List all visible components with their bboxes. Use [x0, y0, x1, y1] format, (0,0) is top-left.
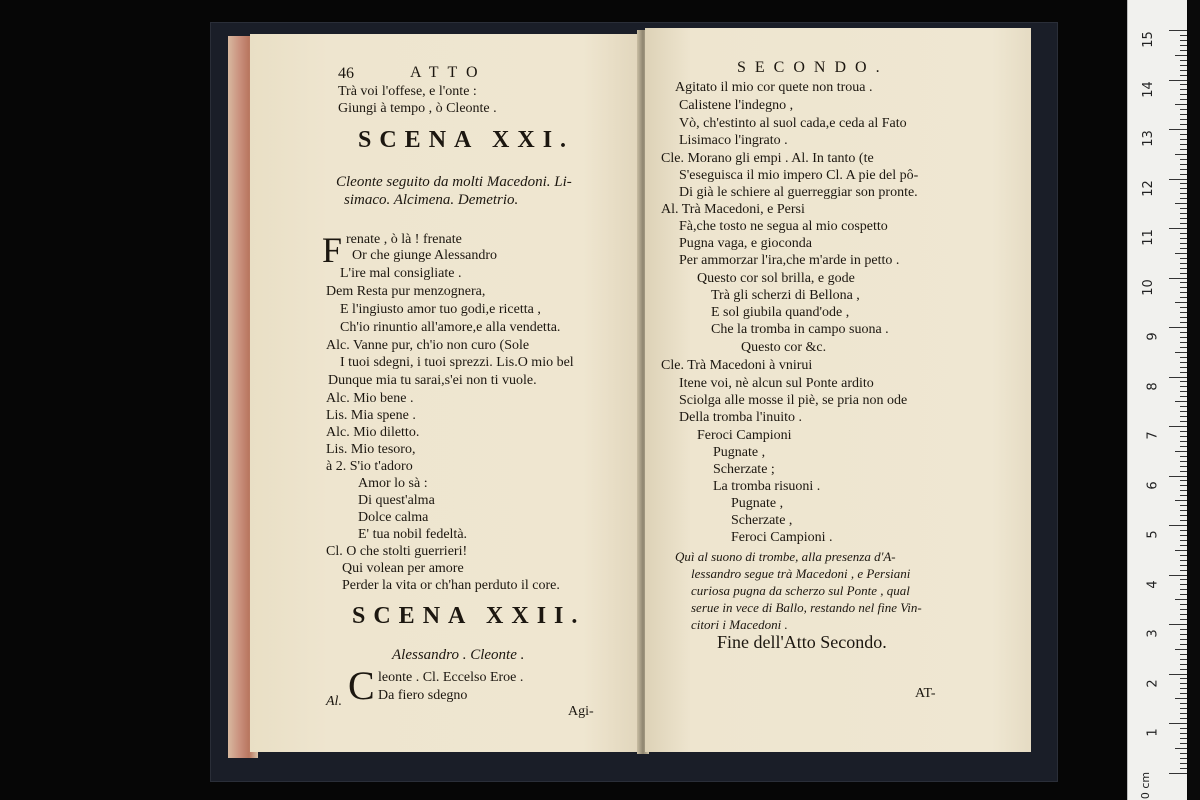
text-line: L'ire mal consigliate .: [340, 266, 462, 281]
ruler-tick: [1180, 614, 1187, 615]
ruler-tick: [1180, 144, 1187, 145]
act-end-title: Fine dell'Atto Secondo.: [717, 632, 887, 652]
ruler-tick: [1180, 515, 1187, 516]
ruler-tick: [1180, 109, 1187, 110]
text-line: Alc. Mio bene .: [326, 391, 414, 406]
ruler-tick: [1180, 758, 1187, 759]
ruler-tick: [1180, 273, 1187, 274]
ruler-tick: [1180, 193, 1187, 194]
text-line: Perder la vita or ch'han perduto il core.: [342, 578, 560, 593]
ruler-unit-label: 0 cm: [1138, 771, 1152, 800]
ruler-tick: [1180, 530, 1187, 531]
ruler-tick: [1180, 164, 1187, 165]
ruler-tick: [1180, 555, 1187, 556]
ruler-tick: [1180, 421, 1187, 422]
text-line: S'eseguisca il mio impero Cl. A pie del pô-: [679, 168, 919, 183]
ruler-tick: [1180, 233, 1187, 234]
ruler-tick: [1169, 30, 1187, 31]
text-line: Questo cor sol brilla, e gode: [697, 271, 855, 286]
ruler-tick: [1180, 461, 1187, 462]
text-line: Alc. Mio diletto.: [326, 425, 420, 440]
ruler-tick: [1180, 466, 1187, 467]
ruler-tick: [1169, 278, 1187, 279]
ruler-tick: [1180, 198, 1187, 199]
ruler-tick: [1180, 99, 1187, 100]
ruler-tick: [1180, 570, 1187, 571]
ruler-tick: [1180, 258, 1187, 259]
ruler-tick: [1180, 535, 1187, 536]
ruler-tick: [1180, 768, 1187, 769]
ruler-tick: [1180, 169, 1187, 170]
ruler-tick: [1180, 693, 1187, 694]
ruler-tick: [1180, 669, 1187, 670]
ruler-tick: [1180, 545, 1187, 546]
ruler-tick: [1180, 70, 1187, 71]
ruler-tick: [1180, 287, 1187, 288]
text-line: Pugnate ,: [713, 445, 766, 460]
ruler-tick: [1169, 80, 1187, 81]
ruler-tick: [1180, 386, 1187, 387]
text-line: Alc. Vanne pur, ch'io non curo (Sole: [326, 338, 530, 353]
ruler-tick: [1180, 560, 1187, 561]
ruler-tick: [1180, 609, 1187, 610]
ruler-number: 15: [1141, 31, 1157, 48]
ruler-tick: [1180, 396, 1187, 397]
text-line: Ch'io rinuntio all'amore,e alla vendetta.: [340, 320, 561, 335]
left-page: [250, 34, 642, 752]
ruler-tick: [1169, 129, 1187, 130]
ruler-tick: [1180, 411, 1187, 412]
text-line: Dem Resta pur menzognera,: [326, 284, 486, 299]
ruler-number: 7: [1145, 431, 1161, 440]
ruler-tick: [1180, 292, 1187, 293]
text-line: Feroci Campioni: [697, 428, 792, 443]
ruler-tick: [1180, 94, 1187, 95]
ruler-tick: [1180, 307, 1187, 308]
ruler-edge: [1188, 0, 1200, 800]
text-line: Cle. Trà Macedoni à vnirui: [661, 358, 813, 373]
ruler-tick: [1180, 218, 1187, 219]
text-line: Cle. Morano gli empi . Al. In tanto (te: [661, 151, 874, 166]
text-line: I tuoi sdegni, i tuoi sprezzi. Lis.O mio bel: [340, 355, 574, 370]
ruler-tick: [1175, 451, 1187, 452]
ruler-number: 14: [1141, 80, 1157, 98]
text-line: Dunque mia tu sarai,s'ei non ti vuole.: [328, 373, 537, 388]
ruler-number: 3: [1145, 629, 1161, 638]
ruler-tick: [1180, 639, 1187, 640]
ruler-number: 6: [1145, 480, 1161, 490]
text-line: La tromba risuoni .: [713, 479, 821, 494]
ruler-tick: [1180, 713, 1187, 714]
catchword: AT-: [915, 686, 936, 701]
ruler-tick: [1180, 238, 1187, 239]
ruler-tick: [1180, 372, 1187, 373]
ruler-tick: [1180, 678, 1187, 679]
measurement-ruler: [1127, 0, 1187, 800]
ruler-tick: [1180, 743, 1187, 744]
text-line: Al. Trà Macedoni, e Persi: [661, 202, 805, 217]
ruler-tick: [1175, 649, 1187, 650]
ruler-tick: [1180, 589, 1187, 590]
ruler-number: 12: [1141, 179, 1157, 197]
text-line: à 2. S'io t'adoro: [326, 459, 413, 474]
ruler-number: 2: [1145, 678, 1161, 688]
ruler-tick: [1169, 723, 1187, 724]
ruler-tick: [1169, 228, 1187, 229]
ruler-tick: [1180, 490, 1187, 491]
text-line: Itene voi, nè alcun sul Ponte ardito: [679, 376, 874, 391]
cast-line: simaco. Alcimena. Demetrio.: [344, 192, 519, 208]
ruler-tick: [1180, 634, 1187, 635]
ruler-tick: [1180, 362, 1187, 363]
text-line: Trà gli scherzi di Bellona ,: [711, 288, 860, 303]
text-line: Da fiero sdegno: [378, 688, 468, 703]
ruler-number: 8: [1145, 381, 1161, 391]
ruler-tick: [1180, 45, 1187, 46]
text-line: Amor lo sà :: [358, 476, 428, 491]
stage-direction-line: citori i Macedoni .: [691, 617, 788, 632]
ruler-tick: [1180, 159, 1187, 160]
ruler-tick: [1180, 718, 1187, 719]
ruler-tick: [1180, 263, 1187, 264]
text-line: Della tromba l'inuito .: [679, 410, 803, 425]
text-line: Scherzate ;: [713, 462, 775, 477]
ruler-tick: [1180, 446, 1187, 447]
right-page: [645, 28, 1031, 752]
ruler-tick: [1169, 624, 1187, 625]
ruler-tick: [1180, 505, 1187, 506]
ruler-tick: [1180, 213, 1187, 214]
ruler-tick: [1175, 203, 1187, 204]
ruler-tick: [1180, 134, 1187, 135]
ruler-tick: [1180, 416, 1187, 417]
ruler-tick: [1180, 183, 1187, 184]
ruler-tick: [1180, 520, 1187, 521]
ruler-tick: [1180, 65, 1187, 66]
running-head: ATTO: [410, 64, 487, 81]
ruler-tick: [1169, 327, 1187, 328]
ruler-tick: [1180, 708, 1187, 709]
ruler-tick: [1180, 322, 1187, 323]
ruler-number: 9: [1145, 332, 1161, 341]
ruler-tick: [1180, 75, 1187, 76]
text-line: renate , ò là ! frenate: [346, 232, 462, 247]
ruler-tick: [1180, 664, 1187, 665]
ruler-tick: [1175, 550, 1187, 551]
ruler-tick: [1180, 480, 1187, 481]
ruler-tick: [1180, 495, 1187, 496]
ruler-tick: [1180, 738, 1187, 739]
ruler-tick: [1180, 174, 1187, 175]
ruler-tick: [1180, 436, 1187, 437]
text-line: Dolce calma: [358, 510, 429, 525]
text-line: Fà,che tosto ne segua al mio cospetto: [679, 219, 888, 234]
ruler-tick: [1180, 50, 1187, 51]
ruler-tick: [1180, 594, 1187, 595]
ruler-tick: [1180, 337, 1187, 338]
ruler-tick: [1169, 179, 1187, 180]
text-line: Calistene l'indegno ,: [679, 98, 794, 113]
text-line: E' tua nobil fedeltà.: [358, 527, 468, 542]
text-line: Di già le schiere al guerreggiar son pronte.: [679, 185, 918, 200]
ruler-tick: [1180, 149, 1187, 150]
ruler-tick: [1180, 510, 1187, 511]
ruler-tick: [1180, 60, 1187, 61]
ruler-tick: [1180, 84, 1187, 85]
speaker-label: Al.: [326, 694, 342, 709]
ruler-tick: [1180, 332, 1187, 333]
text-line: E sol giubila quand'ode ,: [711, 305, 850, 320]
text-line: Per ammorzar l'ira,che m'arde in petto .: [679, 253, 900, 268]
text-line: Vò, ch'estinto al suol cada,e ceda al Fato: [679, 116, 907, 131]
ruler-tick: [1180, 485, 1187, 486]
ruler-tick: [1180, 763, 1187, 764]
ruler-tick: [1175, 55, 1187, 56]
ruler-tick: [1180, 579, 1187, 580]
ruler-tick: [1180, 703, 1187, 704]
text-line: Sciolga alle mosse il piè, se pria non ode: [679, 393, 908, 408]
text-line: Di quest'alma: [358, 493, 435, 508]
ruler-tick: [1180, 282, 1187, 283]
text-line: Giungi à tempo , ò Cleonte .: [338, 101, 497, 116]
text-line: Pugnate ,: [731, 496, 784, 511]
ruler-tick: [1180, 629, 1187, 630]
ruler-tick: [1180, 248, 1187, 249]
ruler-tick: [1180, 540, 1187, 541]
ruler-tick: [1180, 89, 1187, 90]
ruler-number: 1: [1145, 728, 1161, 737]
ruler-tick: [1180, 659, 1187, 660]
ruler-tick: [1175, 500, 1187, 501]
ruler-tick: [1175, 104, 1187, 105]
ruler-tick: [1180, 753, 1187, 754]
text-line: Feroci Campioni .: [731, 530, 833, 545]
text-line: Che la tromba in campo suona .: [711, 322, 889, 337]
ruler-tick: [1180, 268, 1187, 269]
ruler-tick: [1180, 243, 1187, 244]
text-line: leonte . Cl. Eccelso Eroe .: [378, 670, 524, 685]
ruler-tick: [1180, 406, 1187, 407]
ruler-tick: [1180, 223, 1187, 224]
ruler-tick: [1175, 352, 1187, 353]
drop-capital: C: [348, 663, 375, 708]
ruler-tick: [1169, 476, 1187, 477]
ruler-number: 13: [1141, 130, 1157, 147]
ruler-tick: [1169, 525, 1187, 526]
ruler-tick: [1169, 377, 1187, 378]
stage-direction-line: lessandro segue trà Macedoni , e Persiani: [691, 566, 911, 581]
ruler-tick: [1180, 733, 1187, 734]
ruler-tick: [1180, 565, 1187, 566]
ruler-tick: [1180, 342, 1187, 343]
page-number: 46: [338, 65, 354, 82]
ruler-tick: [1175, 748, 1187, 749]
ruler-tick: [1175, 599, 1187, 600]
ruler-tick: [1180, 35, 1187, 36]
ruler-tick: [1180, 367, 1187, 368]
ruler-tick: [1180, 654, 1187, 655]
running-head: SECONDO.: [737, 59, 889, 76]
text-line: Lis. Mio tesoro,: [326, 442, 416, 457]
ruler-tick: [1175, 253, 1187, 254]
text-line: Qui volean per amore: [342, 561, 464, 576]
ruler-tick: [1180, 347, 1187, 348]
text-line: Scherzate ,: [731, 513, 793, 528]
ruler-tick: [1180, 431, 1187, 432]
stage-direction-line: serue in vece di Ballo, restando nel fine Vin-: [691, 600, 922, 615]
ruler-tick: [1180, 119, 1187, 120]
text-line: Lis. Mia spene .: [326, 408, 416, 423]
ruler-number: 10: [1141, 278, 1157, 296]
text-line: Agitato il mio cor quete non troua .: [675, 80, 873, 95]
cast-line: Cleonte seguito da molti Macedoni. Li-: [336, 174, 572, 190]
ruler-tick: [1180, 471, 1187, 472]
ruler-tick: [1180, 644, 1187, 645]
text-line: Pugna vaga, e gioconda: [679, 236, 812, 251]
ruler-tick: [1169, 575, 1187, 576]
text-line: Lisimaco l'ingrato .: [679, 133, 788, 148]
ruler-tick: [1180, 114, 1187, 115]
ruler-tick: [1180, 619, 1187, 620]
text-line: Trà voi l'offese, e l'onte :: [338, 84, 477, 99]
ruler-tick: [1180, 441, 1187, 442]
text-line: Questo cor &c.: [741, 340, 827, 355]
ruler-tick: [1180, 208, 1187, 209]
ruler-tick: [1180, 124, 1187, 125]
ruler-tick: [1175, 698, 1187, 699]
text-line: E l'ingiusto amor tuo godi,e ricetta ,: [340, 302, 541, 317]
text-line: Cl. O che stolti guerrieri!: [326, 544, 468, 559]
ruler-tick: [1180, 317, 1187, 318]
ruler-number: 11: [1141, 229, 1157, 246]
ruler-tick: [1180, 604, 1187, 605]
ruler-tick: [1169, 674, 1187, 675]
scene-title: SCENA XXII.: [352, 603, 586, 629]
ruler-tick: [1180, 381, 1187, 382]
ruler-number: 5: [1145, 530, 1161, 539]
ruler-tick: [1180, 139, 1187, 140]
ruler-tick: [1180, 688, 1187, 689]
ruler-tick: [1180, 188, 1187, 189]
drop-capital: F: [322, 230, 343, 270]
text-line: Or che giunge Alessandro: [352, 248, 498, 263]
scene-title: SCENA XXI.: [358, 127, 575, 153]
ruler-tick: [1180, 584, 1187, 585]
catchword: Agi-: [568, 704, 594, 719]
ruler-tick: [1180, 456, 1187, 457]
ruler-tick: [1180, 728, 1187, 729]
ruler-tick: [1169, 773, 1187, 774]
ruler-tick: [1180, 683, 1187, 684]
ruler-number: 4: [1145, 579, 1161, 589]
ruler-tick: [1180, 40, 1187, 41]
ruler-tick: [1180, 357, 1187, 358]
ruler-tick: [1175, 154, 1187, 155]
ruler-tick: [1175, 401, 1187, 402]
ruler-tick: [1169, 426, 1187, 427]
stage-direction-line: Quì al suono di trombe, alla presenza d'A-: [675, 549, 896, 564]
ruler-tick: [1180, 312, 1187, 313]
ruler-tick: [1180, 297, 1187, 298]
stage-direction-line: curiosa pugna da scherzo sul Ponte , qual: [691, 583, 910, 598]
ruler-tick: [1180, 391, 1187, 392]
ruler-tick: [1175, 302, 1187, 303]
cast-line: Alessandro . Cleonte .: [392, 647, 525, 663]
